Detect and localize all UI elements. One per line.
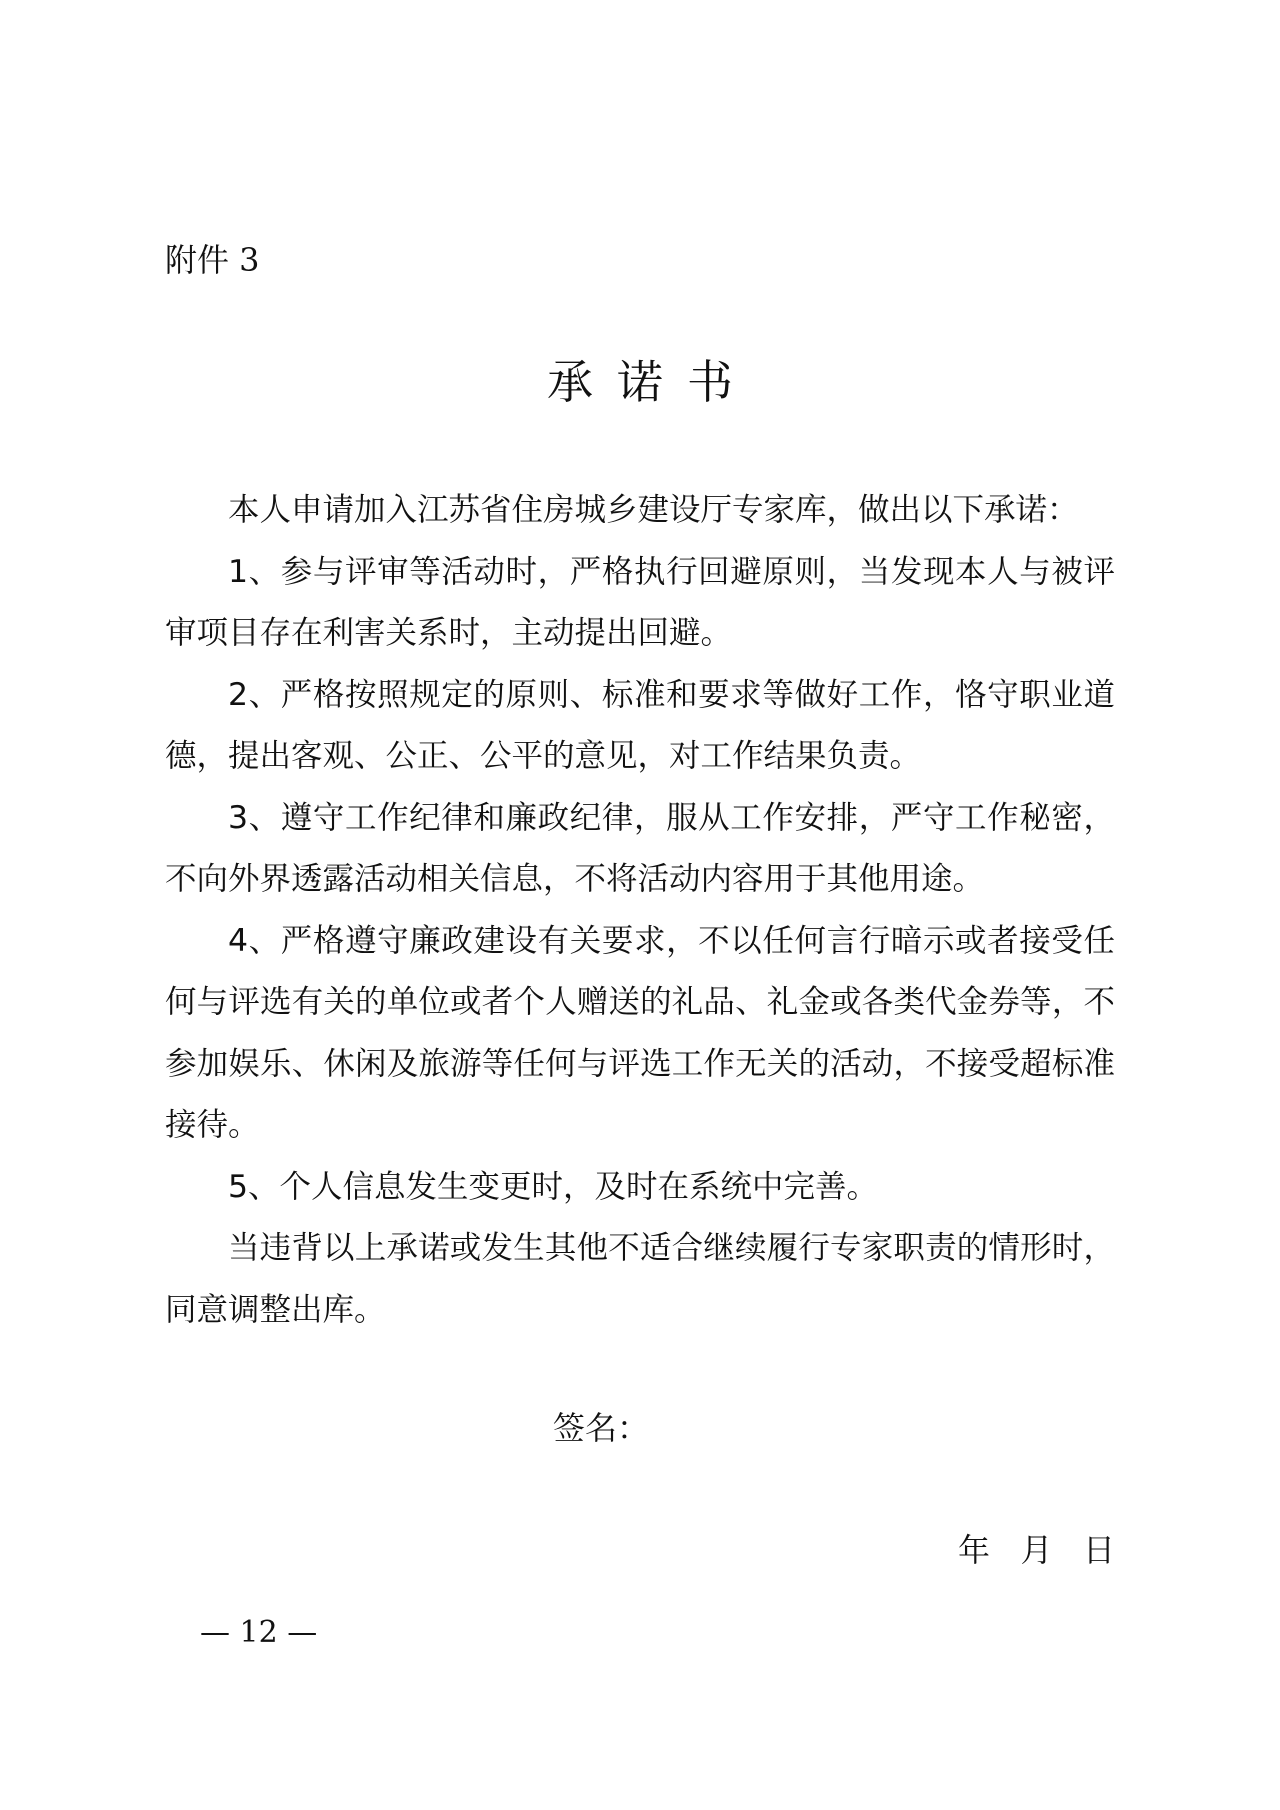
signature-label: 签名： bbox=[553, 1409, 650, 1447]
closing-paragraph: 当违背以上承诺或发生其他不适合继续履行专家职责的情形时，同意调整出库。 bbox=[165, 1230, 1115, 1328]
attachment-label: 附件 3 bbox=[165, 241, 260, 279]
page-number: — 12 — bbox=[200, 1615, 318, 1650]
document-title: 承诺书 bbox=[547, 355, 757, 409]
intro-paragraph: 本人申请加入江苏省住房城乡建设厅专家库，做出以下承诺： bbox=[228, 492, 1079, 528]
commitment-item-4: 4、严格遵守廉政建设有关要求，不以任何言行暗示或者接受任何与评选有关的单位或者个人赠送的礼品、礼金或各类代金券等，不参加娱乐、休闲及旅游等任何与评选工作无关的活动，不接受超标准接待。 bbox=[165, 922, 1115, 1143]
commitment-item-3: 3、遵守工作纪律和廉政纪律，服从工作安排，严守工作秘密，不向外界透露活动相关信息，不将活动内容用于其他用途。 bbox=[165, 799, 1115, 897]
commitment-item-2: 2、严格按照规定的原则、标准和要求等做好工作，恪守职业道德，提出客观、公正、公平的意见，对工作结果负责。 bbox=[165, 676, 1115, 774]
commitment-body bbox=[165, 480, 1115, 1341]
commitment-item-1: 1、参与评审等活动时，严格执行回避原则，当发现本人与被评审项目存在利害关系时，主动提出回避。 bbox=[165, 553, 1115, 651]
commitment-item-5: 5、个人信息发生变更时，及时在系统中完善。 bbox=[228, 1168, 879, 1205]
date-line: 年 月 日 bbox=[957, 1531, 1115, 1569]
